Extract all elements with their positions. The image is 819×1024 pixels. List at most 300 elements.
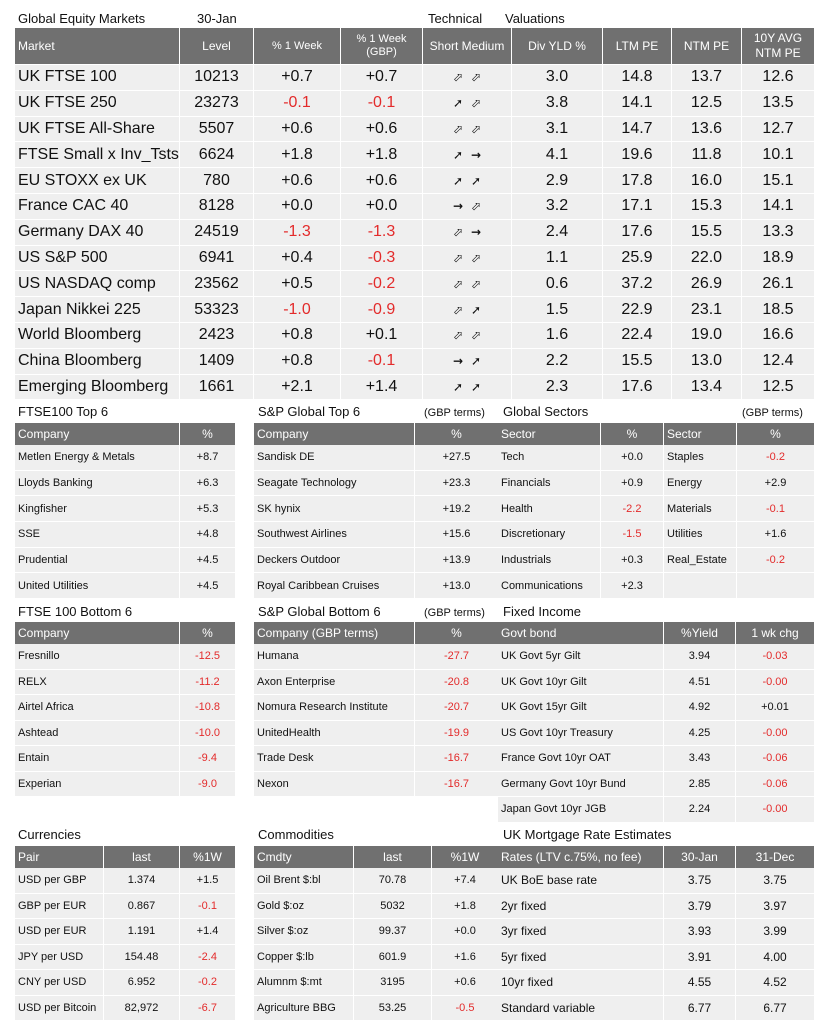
week-change-gbp: +0.6	[341, 117, 423, 142]
week-change: +0.7	[254, 65, 341, 90]
avg-ntm-pe: 26.1	[762, 274, 794, 292]
equity-row	[15, 246, 814, 272]
avg-ntm-pe: 13.3	[762, 223, 794, 241]
week-change: -1.3	[254, 220, 341, 245]
medium-up-right-bold-icon: ➚	[470, 302, 482, 317]
week-change: -1.0	[254, 297, 341, 322]
cell: +4.5	[196, 579, 219, 592]
week-change: +1.8	[254, 142, 341, 167]
cell: -0.1	[766, 502, 785, 515]
week-change-gbp: +0.6	[341, 168, 423, 193]
cell: -0.06	[762, 752, 788, 765]
ftse-bottom-title: FTSE 100 Bottom 6	[18, 604, 133, 619]
cell: US Govt 10yr Treasury	[498, 721, 664, 746]
col-week-gbp: % 1 Week (GBP)	[341, 28, 423, 64]
ntm-pe: 26.9	[672, 271, 742, 296]
header-cell: %	[451, 626, 462, 640]
sectors-row	[498, 496, 814, 522]
ntm-pe: 13.7	[672, 65, 742, 90]
market-name: UK FTSE 100	[15, 65, 180, 90]
cell: Utilities	[664, 522, 737, 547]
ntm-pe: 12.5	[672, 91, 742, 116]
sp_bottom-header	[254, 622, 498, 644]
sp_bottom-row	[254, 695, 498, 721]
cell: 10yr fixed	[498, 970, 664, 995]
market-level: 23273	[180, 91, 254, 116]
cell: -16.7	[443, 777, 470, 790]
equity-row	[15, 117, 814, 143]
technical-cell	[423, 117, 512, 142]
avg-ntm-pe: 12.5	[762, 377, 794, 395]
ltm-pe: 17.6	[603, 375, 672, 400]
currencies-title: Currencies	[18, 827, 81, 842]
market-level: 24519	[180, 220, 254, 245]
div-yield: 1.5	[512, 297, 603, 322]
mortgage-title: UK Mortgage Rate Estimates	[503, 827, 672, 842]
cell: 5yr fixed	[498, 945, 664, 970]
fixed-row	[498, 670, 814, 696]
header-cell: Company	[15, 423, 180, 445]
cell: -10.8	[194, 701, 221, 714]
cell: Silver $:oz	[254, 919, 354, 944]
cell: -10.0	[194, 726, 221, 739]
technical-cell	[423, 375, 512, 400]
ftse_bottom-header	[15, 622, 235, 644]
ftse_bottom-row	[15, 721, 235, 747]
market-name: US S&P 500	[15, 246, 180, 271]
sectors-note: (GBP terms)	[742, 407, 803, 419]
week-change: +0.6	[254, 168, 341, 193]
week-change: +2.1	[254, 375, 341, 400]
sp_bottom-row	[254, 746, 498, 772]
cell: UnitedHealth	[254, 721, 415, 746]
short-up-right-outline-icon: ⬀	[452, 302, 464, 317]
sectors-table	[498, 423, 814, 599]
cell: +4.5	[196, 554, 219, 567]
header-cell: 31-Dec	[755, 850, 795, 864]
cell: Seagate Technology	[254, 471, 415, 496]
cell: +0.6	[454, 976, 476, 989]
ftse_bottom-row	[15, 695, 235, 721]
header-cell: 1 wk chg	[751, 626, 799, 640]
cell: -9.4	[198, 752, 217, 765]
cell: +1.5	[196, 874, 219, 887]
cell: 4.25	[664, 721, 736, 746]
week-change-gbp: +0.0	[341, 194, 423, 219]
equity-row	[15, 349, 814, 375]
cell: 6.77	[763, 1000, 787, 1015]
ntm-pe: 16.0	[672, 168, 742, 193]
avg-ntm-pe: 18.5	[762, 300, 794, 318]
week-change: +0.8	[254, 323, 341, 348]
cell: 4.00	[763, 949, 787, 964]
commodities-table	[254, 846, 498, 1021]
header-cell: last	[354, 846, 432, 868]
cell: -11.2	[195, 675, 220, 688]
ftse_bottom-row	[15, 772, 235, 798]
currencies-header	[15, 846, 235, 868]
cell: -16.7	[443, 752, 470, 765]
sp-bottom-note: (GBP terms)	[424, 607, 485, 619]
fixed-row	[498, 772, 814, 798]
cell: 99.37	[354, 919, 432, 944]
mortgage-table	[498, 846, 814, 1021]
cell: 6.77	[664, 996, 736, 1021]
sp_bottom-row	[254, 644, 498, 670]
technical-cell	[423, 271, 512, 296]
avg-ntm-pe: 12.4	[762, 352, 794, 370]
div-yield: 2.9	[512, 168, 603, 193]
week-change: +0.8	[254, 349, 341, 374]
cell: Financials	[498, 471, 601, 496]
ltm-pe: 22.9	[603, 297, 672, 322]
equity-row	[15, 91, 814, 117]
div-yield: 4.1	[512, 142, 603, 167]
cell: Discretionary	[498, 522, 601, 547]
ftse_top-row	[15, 445, 235, 471]
cell: +1.6	[764, 528, 787, 541]
short-up-right-bold-icon: ➚	[452, 96, 464, 111]
ftse_top-row	[15, 548, 235, 574]
cell: Nomura Research Institute	[254, 695, 415, 720]
market-name: EU STOXX ex UK	[15, 168, 180, 193]
short-up-right-outline-icon: ⬀	[452, 225, 464, 240]
medium-up-right-outline-icon: ⬀	[470, 121, 482, 136]
ltm-pe: 17.6	[603, 220, 672, 245]
cell: 154.48	[104, 945, 180, 970]
cell: -2.4	[198, 950, 217, 963]
sectors-row	[498, 548, 814, 574]
short-up-right-outline-icon: ⬀	[452, 121, 464, 136]
header-cell: Govt bond	[498, 622, 664, 644]
commodities-row	[254, 919, 498, 945]
cell: 82,972	[104, 996, 180, 1021]
week-change: +0.4	[254, 246, 341, 271]
cell: Experian	[15, 772, 180, 797]
medium-up-right-outline-icon: ⬀	[470, 70, 482, 85]
currencies-row	[15, 868, 235, 894]
col-week: % 1 Week	[254, 28, 341, 64]
cell: Prudential	[15, 548, 180, 573]
cell: RELX	[15, 670, 180, 695]
cell: -6.7	[198, 1001, 217, 1014]
cell: Nexon	[254, 772, 415, 797]
header-cell: Sector	[664, 423, 737, 445]
cell: -0.5	[455, 1001, 475, 1014]
cell: +4.8	[196, 528, 219, 541]
ltm-pe: 15.5	[603, 349, 672, 374]
market-level: 1409	[180, 349, 254, 374]
cell: -0.03	[762, 650, 788, 663]
technical-cell	[423, 297, 512, 322]
report-date: 30-Jan	[197, 11, 237, 26]
mortgage-row	[498, 868, 814, 894]
week-change-gbp: -0.3	[341, 246, 423, 271]
equity-row	[15, 323, 814, 349]
technical-cell	[423, 194, 512, 219]
cell: JPY per USD	[15, 945, 104, 970]
cell: Germany Govt 10yr Bund	[498, 772, 664, 797]
ltm-pe: 37.2	[603, 271, 672, 296]
cell: 3yr fixed	[498, 919, 664, 944]
cell: +2.3	[601, 573, 664, 598]
ntm-pe: 13.0	[672, 349, 742, 374]
cell: +13.9	[442, 554, 471, 567]
col-market: Market	[15, 28, 180, 64]
cell: 3.43	[664, 746, 736, 771]
ftse_top-row	[15, 573, 235, 599]
cell: Fresnillo	[15, 644, 180, 669]
sp_top-row	[254, 496, 498, 522]
cell: -19.9	[443, 726, 470, 739]
cell: UK Govt 10yr Gilt	[498, 670, 664, 695]
commodities-row	[254, 868, 498, 894]
cell: +19.2	[442, 502, 471, 515]
avg-ntm-pe: 18.9	[762, 248, 794, 266]
technical-cell	[423, 220, 512, 245]
avg-ntm-pe: 10.1	[762, 145, 794, 163]
cell: 53.25	[354, 996, 432, 1021]
cell: USD per GBP	[15, 868, 104, 893]
market-level: 5507	[180, 117, 254, 142]
technical-cell	[423, 168, 512, 193]
header-cell: Company	[15, 622, 180, 644]
market-name: UK FTSE All-Share	[15, 117, 180, 142]
equity-row	[15, 375, 814, 401]
ftse-top-title: FTSE100 Top 6	[18, 404, 109, 419]
fixed-row	[498, 746, 814, 772]
cell: Energy	[664, 471, 737, 496]
ltm-pe: 17.1	[603, 194, 672, 219]
market-level: 10213	[180, 65, 254, 90]
week-change-gbp: +0.1	[341, 323, 423, 348]
sectors-header	[498, 423, 814, 445]
ltm-pe: 22.4	[603, 323, 672, 348]
week-change-gbp: +0.7	[341, 65, 423, 90]
avg-ntm-pe: 12.6	[762, 68, 794, 86]
ntm-pe: 13.6	[672, 117, 742, 142]
cell: 3.99	[763, 924, 787, 939]
header-cell: %	[451, 427, 462, 441]
cell: SK hynix	[254, 496, 415, 521]
cell: 3.91	[664, 945, 736, 970]
div-yield: 2.4	[512, 220, 603, 245]
mortgage-row	[498, 996, 814, 1022]
col-technical: Short Medium	[423, 28, 512, 64]
equity-row	[15, 194, 814, 220]
equity-table	[15, 65, 814, 400]
fixed-table	[498, 622, 814, 823]
cell: +15.6	[442, 528, 471, 541]
fixed-row	[498, 695, 814, 721]
ftse_bottom-row	[15, 746, 235, 772]
week-change-gbp: -0.9	[341, 297, 423, 322]
medium-up-right-bold-icon: ➚	[470, 379, 482, 394]
cell: 3.94	[664, 644, 736, 669]
col-avg: 10Y AVG NTM PE	[753, 31, 803, 60]
header-cell: Pair	[15, 846, 104, 868]
cell: +13.0	[442, 579, 471, 592]
header-cell: 30-Jan	[664, 846, 736, 868]
commodities-header	[254, 846, 498, 868]
cell: Royal Caribbean Cruises	[254, 573, 415, 598]
medium-up-right-bold-icon: ➚	[470, 173, 482, 188]
technical-cell	[423, 349, 512, 374]
cell: -0.2	[198, 976, 217, 989]
cell: Industrials	[498, 548, 601, 573]
cell: +7.4	[454, 874, 476, 887]
short-up-right-outline-icon: ⬀	[452, 276, 464, 291]
technical-cell	[423, 246, 512, 271]
cell: Alumnm $:mt	[254, 970, 354, 995]
header-cell: %1W	[450, 850, 480, 864]
cell: 3195	[354, 970, 432, 995]
cell: Lloyds Banking	[15, 471, 180, 496]
header-cell: Company (GBP terms)	[254, 622, 415, 644]
cell: Kingfisher	[15, 496, 180, 521]
ntm-pe: 22.0	[672, 246, 742, 271]
short-up-right-bold-icon: ➚	[452, 173, 464, 188]
cell: Real_Estate	[664, 548, 737, 573]
mortgage-row	[498, 894, 814, 920]
cell: Agriculture BBG	[254, 996, 354, 1021]
cell	[664, 573, 737, 598]
medium-right-icon: →	[470, 147, 482, 162]
market-name: France CAC 40	[15, 194, 180, 219]
sp-bottom-table	[254, 622, 498, 797]
header-cell: Company	[254, 423, 415, 445]
currencies-row	[15, 945, 235, 971]
cell: -0.06	[762, 777, 788, 790]
sp_top-row	[254, 471, 498, 497]
ntm-pe: 11.8	[672, 142, 742, 167]
equity-row	[15, 142, 814, 168]
week-change-gbp: -0.1	[341, 91, 423, 116]
market-name: China Bloomberg	[15, 349, 180, 374]
week-change-gbp: -0.2	[341, 271, 423, 296]
market-level: 6941	[180, 246, 254, 271]
cell: Entain	[15, 746, 180, 771]
header-cell: %	[770, 427, 781, 441]
sp_bottom-row	[254, 772, 498, 798]
currencies-row	[15, 919, 235, 945]
commodities-row	[254, 996, 498, 1022]
cell: Oil Brent $:bl	[254, 868, 354, 893]
cell: 601.9	[354, 945, 432, 970]
cell	[737, 573, 814, 598]
cell: -0.2	[766, 451, 785, 464]
market-level: 1661	[180, 375, 254, 400]
cell: 3.97	[763, 898, 787, 913]
header-cell: last	[104, 846, 180, 868]
cell: 4.52	[763, 975, 787, 990]
ftse_bottom-row	[15, 670, 235, 696]
div-yield: 3.2	[512, 194, 603, 219]
technical-cell	[423, 91, 512, 116]
cell: 4.55	[664, 970, 736, 995]
mortgage-row	[498, 945, 814, 971]
currencies-table	[15, 846, 235, 1021]
ftse_top-row	[15, 471, 235, 497]
ntm-pe: 13.4	[672, 375, 742, 400]
sp_top-row	[254, 445, 498, 471]
commodities-title: Commodities	[258, 827, 334, 842]
sectors-row	[498, 573, 814, 599]
header-cell: %1W	[193, 850, 222, 864]
cell: 3.75	[763, 873, 787, 888]
ntm-pe: 15.5	[672, 220, 742, 245]
ftse-top-table	[15, 423, 235, 599]
cell: Tech	[498, 445, 601, 470]
col-ltm: LTM PE	[603, 28, 672, 64]
cell: Ashtead	[15, 721, 180, 746]
cell: +2.9	[764, 477, 787, 490]
div-yield: 3.8	[512, 91, 603, 116]
week-change-gbp: +1.4	[341, 375, 423, 400]
cell: -1.5	[601, 522, 664, 547]
short-right-icon: →	[452, 199, 464, 214]
cell: 1.374	[104, 868, 180, 893]
cell: 3.93	[664, 919, 736, 944]
cell: Gold $:oz	[254, 894, 354, 919]
cell: 2.85	[664, 772, 736, 797]
div-yield: 3.1	[512, 117, 603, 142]
div-yield: 2.2	[512, 349, 603, 374]
ntm-pe: 19.0	[672, 323, 742, 348]
equity-title: Global Equity Markets	[18, 11, 146, 26]
col-ntm: NTM PE	[672, 28, 742, 64]
header-cell: %Yield	[664, 622, 736, 644]
equity-row	[15, 220, 814, 246]
week-change-gbp: +1.8	[341, 142, 423, 167]
col-div: Div YLD %	[512, 28, 603, 64]
market-level: 780	[180, 168, 254, 193]
cell: UK BoE base rate	[498, 868, 664, 893]
cell: 70.78	[354, 868, 432, 893]
short-up-right-outline-icon: ⬀	[452, 328, 464, 343]
medium-up-right-outline-icon: ⬀	[470, 96, 482, 111]
short-right-icon: →	[452, 354, 464, 369]
equity-row	[15, 271, 814, 297]
sp_bottom-row	[254, 670, 498, 696]
market-name: Germany DAX 40	[15, 220, 180, 245]
market-name: Emerging Bloomberg	[15, 375, 180, 400]
cell: 2.24	[664, 797, 736, 822]
market-name: FTSE Small x Inv_Tsts	[15, 142, 180, 167]
cell: United Utilities	[15, 573, 180, 598]
short-up-right-bold-icon: ➚	[452, 379, 464, 394]
cell: UK Govt 5yr Gilt	[498, 644, 664, 669]
ftse_bottom-row	[15, 644, 235, 670]
ftse_top-header	[15, 423, 235, 445]
cell: 4.92	[664, 695, 736, 720]
header-cell: %	[601, 423, 664, 445]
cell: +1.6	[454, 950, 476, 963]
cell: -27.7	[443, 650, 470, 663]
cell: 3.79	[664, 894, 736, 919]
medium-up-right-outline-icon: ⬀	[470, 328, 482, 343]
cell: CNY per USD	[15, 970, 104, 995]
medium-up-right-outline-icon: ⬀	[470, 276, 482, 291]
cell: GBP per EUR	[15, 894, 104, 919]
cell: -0.1	[198, 899, 217, 912]
commodities-row	[254, 945, 498, 971]
short-up-right-outline-icon: ⬀	[452, 70, 464, 85]
ftse_top-row	[15, 496, 235, 522]
technical-cell	[423, 323, 512, 348]
market-level: 2423	[180, 323, 254, 348]
cell: Materials	[664, 496, 737, 521]
